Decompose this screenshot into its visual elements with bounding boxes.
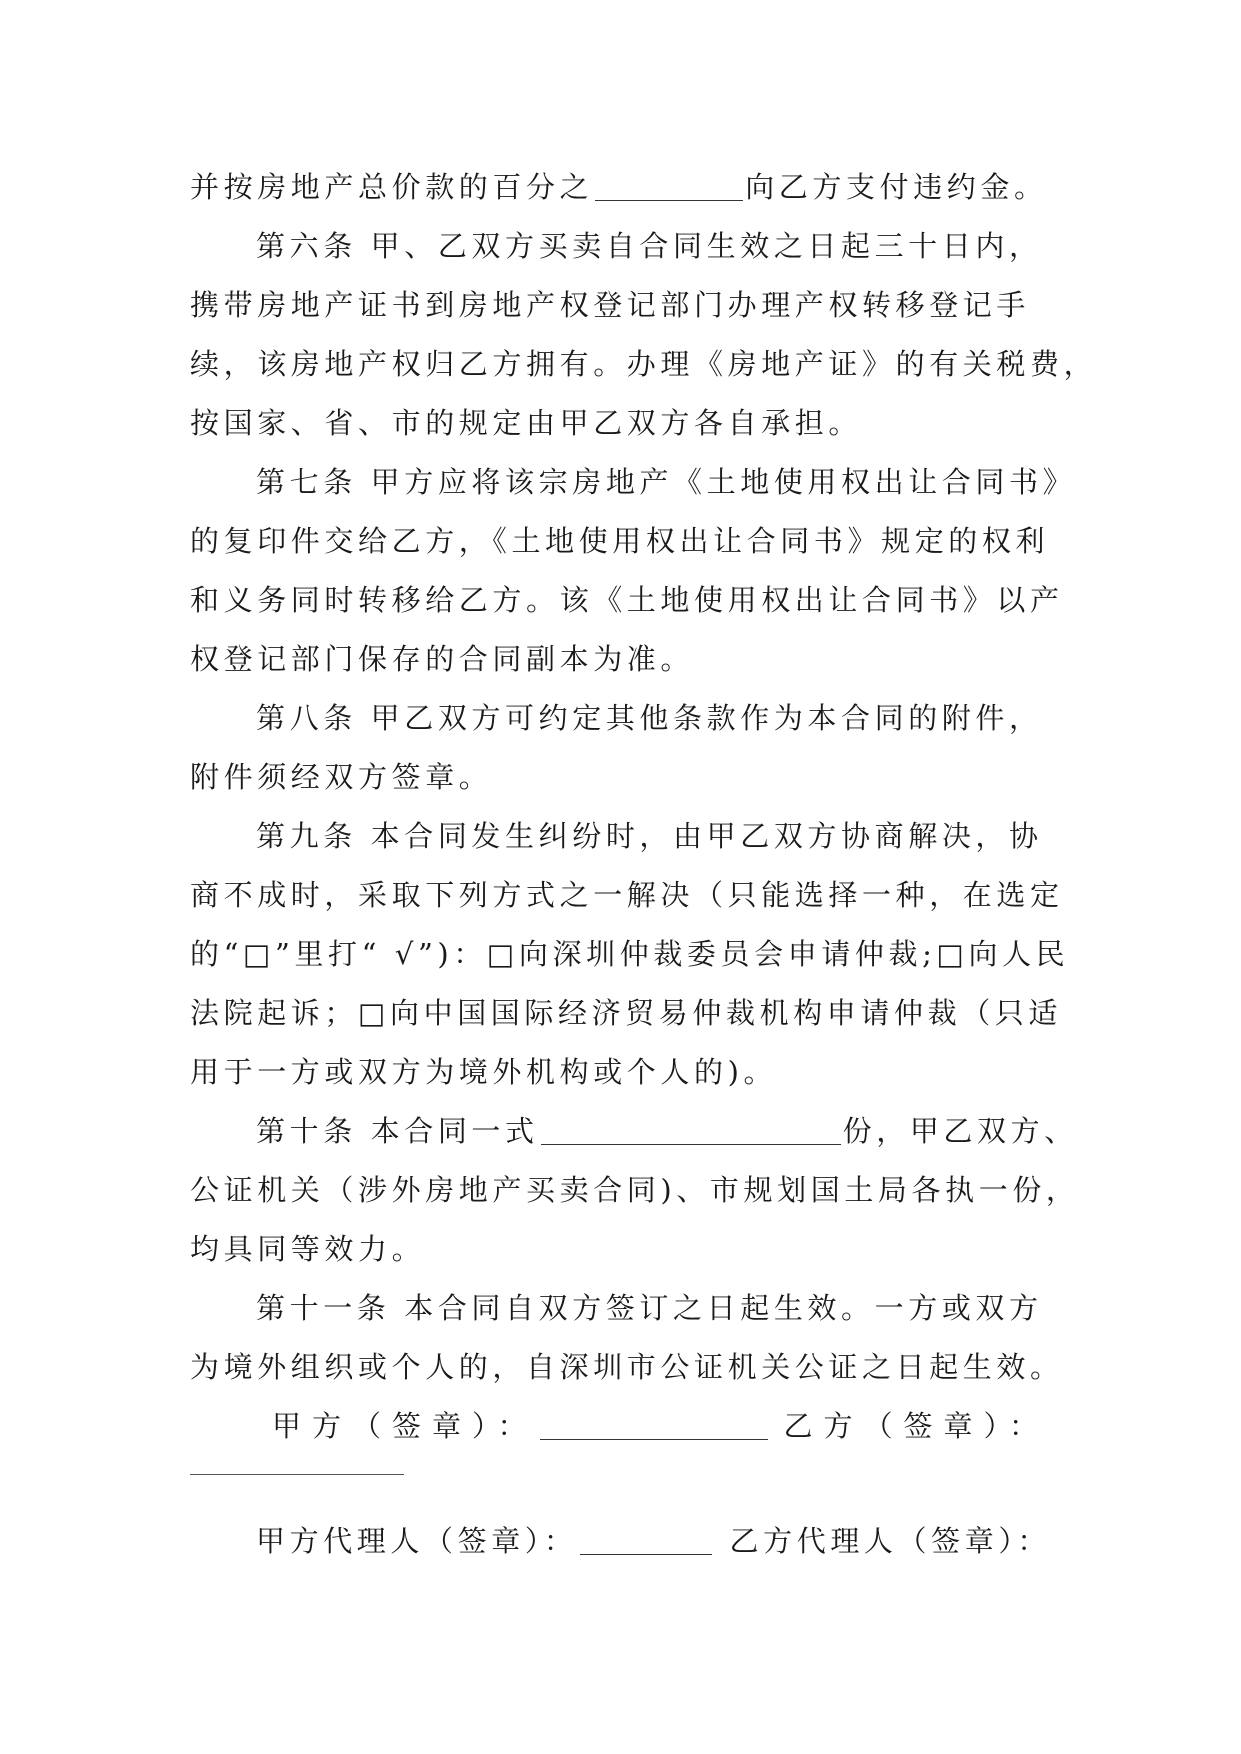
agent-a-signature-label: 甲方代理人（签章）： [256,1524,578,1558]
agent-a-signature-blank [580,1524,712,1555]
line-text: 并按房地产总价款的百分之 [190,170,594,204]
clause-9-line: 用于一方或双方为境外机构或个人的)。 [190,1055,778,1089]
contract-body [190,158,1098,1571]
clause-7-line: 第七条 甲方应将该宗房地产《土地使用权出让合同书》 [256,465,1077,499]
clause-6-line: 按国家、省、市的规定由甲乙双方各自承担。 [190,406,863,440]
clause-7-line: 权登记部门保存的合同副本为准。 [190,642,695,676]
party-a-signature-blank [540,1409,768,1440]
agent-b-signature-label: 乙方代理人（签章）： [729,1524,1052,1558]
clause-11-line: 第十一条 本合同自双方签订之日起生效。一方或双方 [256,1291,1043,1325]
line-text: 第十条 本合同一式 [256,1114,539,1148]
penalty-percent-blank [595,170,743,201]
clause-7-line: 和义务同时转移给乙方。该《土地使用权出让合同书》以产 [190,583,1064,617]
line-text: 份，甲乙双方、 [842,1114,1078,1148]
copies-count-blank [541,1114,841,1145]
clause-11-line: 为境外组织或个人的，自深圳市公证机关公证之日起生效。 [190,1350,1064,1384]
clause-9-line: 第九条 本合同发生纠纷时，由甲乙双方协商解决，协 [256,819,1043,853]
clause-10-line [190,1102,1078,1161]
clause-9-line: 商不成时，采取下列方式之一解决（只能选择一种，在选定 [190,878,1064,912]
clause-6-line: 续，该房地产权归乙方拥有。办理《房地产证》的有关税费， [190,347,1098,381]
clause-7-line: 的复印件交给乙方，《土地使用权出让合同书》规定的权利 [190,524,1050,558]
clause-10-line: 均具同等效力。 [190,1232,426,1266]
agent-signature-row [190,1512,1050,1571]
line-text: 向乙方支付违约金。 [745,170,1048,204]
clause-6-line: 第六条 甲、乙双方买卖自合同生效之日起三十日内， [256,229,1043,263]
clause-5-tail [190,158,1050,217]
party-b-signature-label: 乙方（签章）： [783,1409,1050,1443]
party-signature-row [190,1397,1050,1456]
party-a-signature-label: 甲方（签章）： [272,1409,538,1443]
party-b-signature-blank [190,1474,404,1475]
clause-9-line: 法院起诉；□向中国国际经济贸易仲裁机构申请仲裁（只适 [190,996,1063,1030]
spacer [190,1456,1050,1512]
clause-9-line: 的“□”里打“ √”)：□向深圳仲裁委员会申请仲裁;□向人民 [190,937,1070,971]
clause-10-line: 公证机关（涉外房地产买卖合同)、市规划国土局各执一份， [190,1173,1080,1207]
clause-8-line: 附件须经双方签章。 [190,760,493,794]
clause-6-line: 携带房地产证书到房地产权登记部门办理产权转移登记手 [190,288,1031,322]
clause-8-line: 第八条 甲乙双方可约定其他条款作为本合同的附件， [256,701,1043,735]
